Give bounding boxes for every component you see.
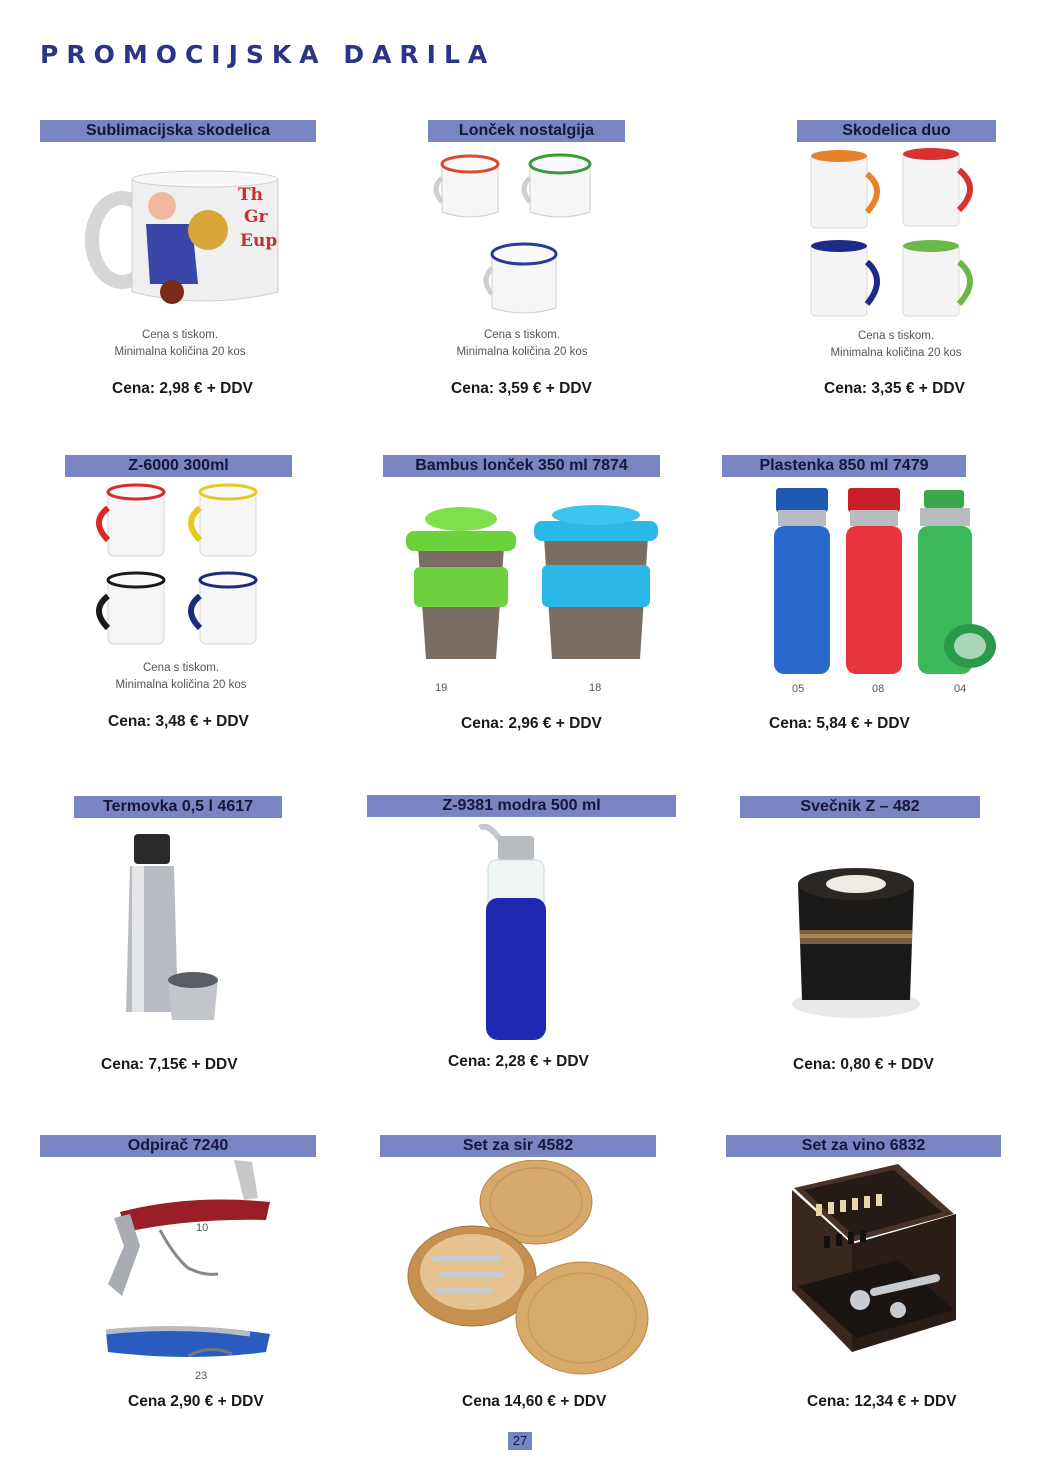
thermos-image [122, 832, 222, 1026]
product-price-set-za-vino: Cena: 12,34 € + DDV [807, 1393, 957, 1410]
svg-text:Th: Th [238, 185, 264, 205]
product-price-termovka: Cena: 7,15€ + DDV [101, 1056, 238, 1073]
svg-text:Gr: Gr [244, 207, 268, 227]
variant-label-04: 04 [954, 683, 967, 695]
variant-label-05: 05 [792, 683, 805, 695]
product-title-set-za-sir: Set za sir 4582 [380, 1135, 656, 1157]
product-title-odpirac: Odpirač 7240 [40, 1135, 316, 1157]
product-title-bambus-loncek: Bambus lonček 350 ml 7874 [383, 455, 660, 477]
variant-label-23: 23 [195, 1370, 208, 1382]
product-title-plastenka: Plastenka 850 ml 7479 [722, 455, 966, 477]
product-title-skodelica-duo: Skodelica duo [797, 120, 996, 142]
variant-label-19: 19 [435, 682, 448, 694]
note-line-2: Minimalna količina 20 kos [456, 346, 588, 358]
note-line-1: Cena s tiskom. [141, 329, 219, 341]
cheese-set-image [406, 1160, 652, 1382]
note-line-2: Minimalna količina 20 kos [114, 346, 246, 358]
product-price-odpirac: Cena 2,90 € + DDV [128, 1393, 264, 1410]
note-line-1: Cena s tiskom. [483, 329, 561, 341]
bamboo-cups-image [400, 505, 662, 665]
note-line-2: Minimalna količina 20 kos [830, 347, 962, 359]
product-title-set-za-vino: Set za vino 6832 [726, 1135, 1001, 1157]
product-note-skodelica-duo [796, 328, 996, 362]
enamel-mugs-image [430, 150, 610, 320]
product-price-bambus-loncek: Cena: 2,96 € + DDV [461, 715, 602, 732]
product-title-svecnik: Svečnik Z – 482 [740, 796, 980, 818]
product-price-skodelica-duo: Cena: 3,35 € + DDV [824, 380, 965, 397]
product-note-z-6000 [81, 660, 281, 694]
candle-holder-image [780, 858, 930, 1030]
page-number: 27 [508, 1432, 532, 1450]
product-title-termovka: Termovka 0,5 l 4617 [74, 796, 282, 818]
glass-bottle-image [468, 824, 564, 1046]
note-line-1: Cena s tiskom. [857, 330, 935, 342]
variant-label-18: 18 [589, 682, 602, 694]
product-price-z-6000: Cena: 3,48 € + DDV [108, 713, 249, 730]
two-tone-mugs-image [805, 148, 990, 326]
product-note-sublimacijska-skodelica [80, 327, 280, 361]
wine-set-image [786, 1160, 962, 1378]
rimmed-mugs-image [88, 482, 268, 654]
product-price-loncek-nostalgija: Cena: 3,59 € + DDV [451, 380, 592, 397]
product-price-svecnik: Cena: 0,80 € + DDV [793, 1056, 934, 1073]
product-title-sublimacijska-skodelica: Sublimacijska skodelica [40, 120, 316, 142]
product-price-set-za-sir: Cena 14,60 € + DDV [462, 1393, 607, 1410]
page-title: PROMOCIJSKA DARILA [40, 40, 496, 69]
variant-label-08: 08 [872, 683, 885, 695]
product-note-loncek-nostalgija [422, 327, 622, 361]
product-title-loncek-nostalgija: Lonček nostalgija [428, 120, 625, 142]
plastic-bottles-image [770, 486, 1000, 676]
sublimation-mug-image [80, 160, 280, 310]
product-price-z-9381: Cena: 2,28 € + DDV [448, 1053, 589, 1070]
product-price-sublimacijska-skodelica: Cena: 2,98 € + DDV [112, 380, 253, 397]
product-title-z-9381: Z-9381 modra 500 ml [367, 795, 676, 817]
svg-text:Eup: Eup [240, 231, 278, 251]
product-title-z-6000: Z-6000 300ml [65, 455, 292, 477]
corkscrew-image [100, 1156, 276, 1366]
note-line-1: Cena s tiskom. [142, 662, 220, 674]
variant-label-10: 10 [196, 1222, 209, 1234]
note-line-2: Minimalna količina 20 kos [115, 679, 247, 691]
product-price-plastenka: Cena: 5,84 € + DDV [769, 715, 910, 732]
